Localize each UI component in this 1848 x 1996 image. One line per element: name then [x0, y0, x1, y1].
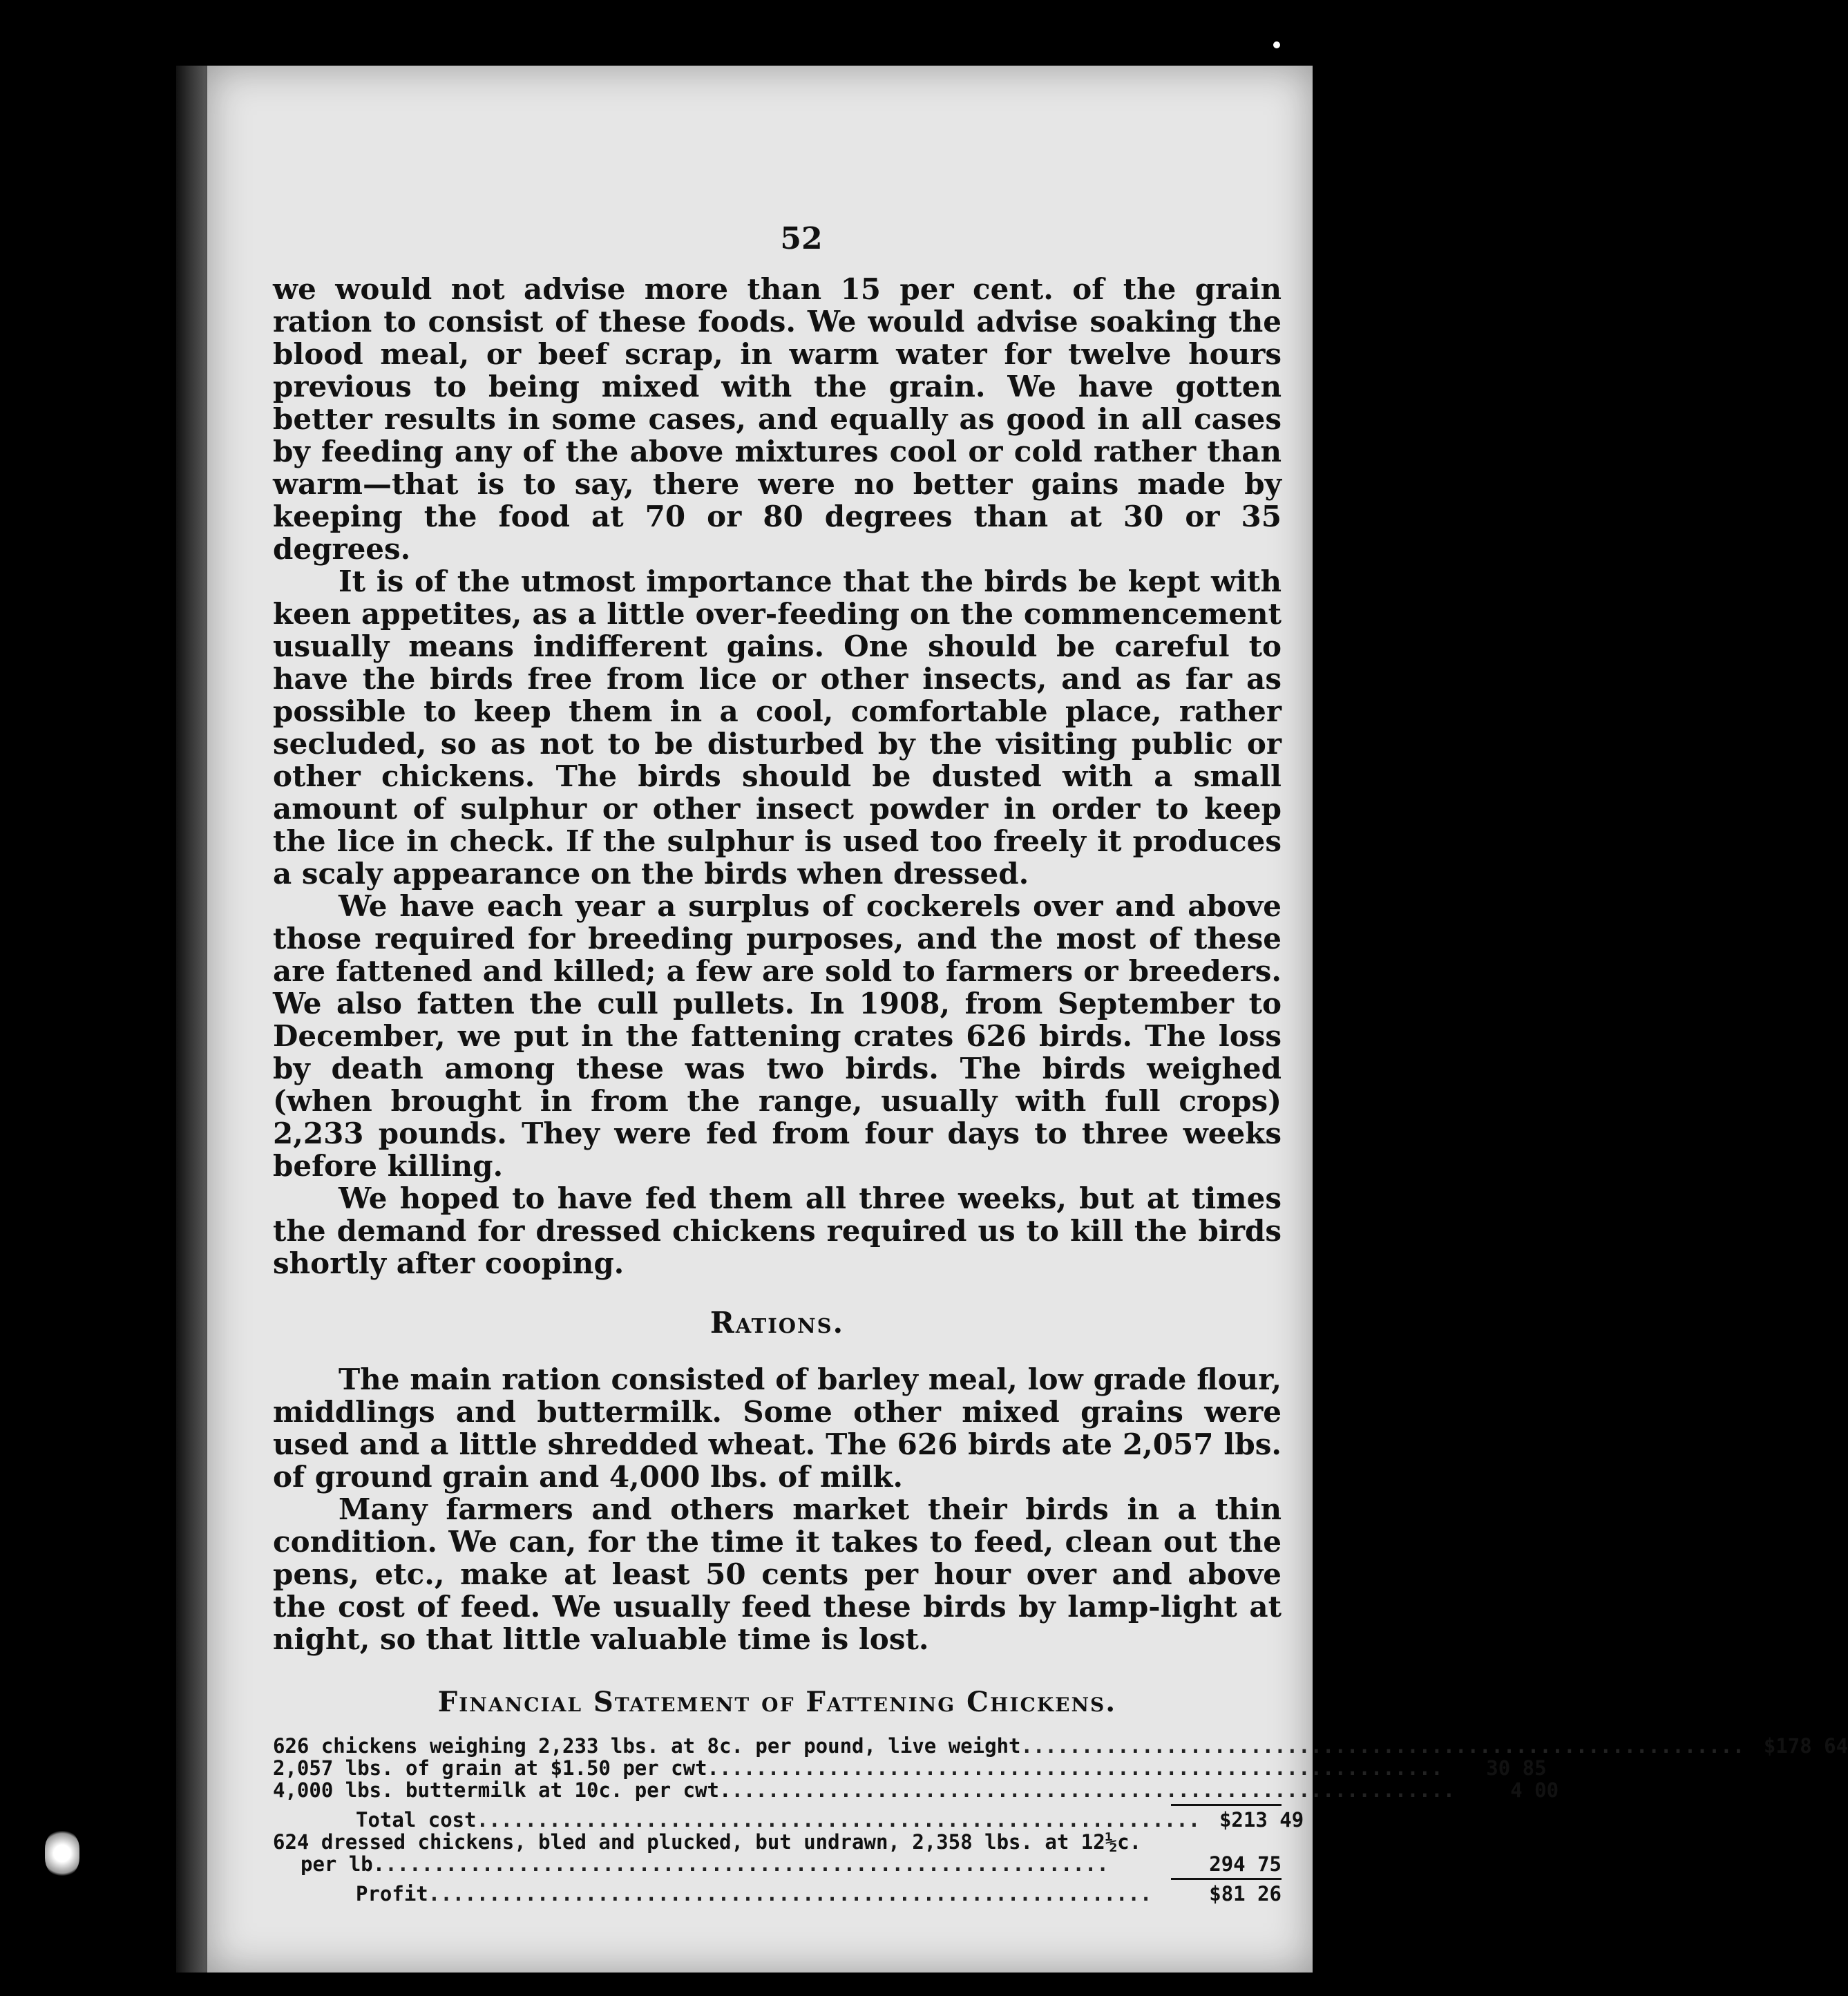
leader-dots: ............................................................ — [731, 1778, 1456, 1802]
row-description: 626 chickens weighing 2,233 lbs. at 8c. per pound, live weight — [273, 1734, 1021, 1758]
leader-dots: ............................................................ — [428, 1882, 1152, 1905]
book-page — [207, 66, 1848, 1973]
financial-row-dressed-line1 — [273, 1831, 1282, 1853]
financial-row-profit — [273, 1883, 1282, 1905]
financial-row-dressed-line2 — [273, 1853, 1282, 1875]
row-amount: 30 85 — [1486, 1756, 1547, 1780]
page-number: 52 — [780, 221, 823, 256]
page-content — [273, 272, 1848, 1905]
paragraph-4: We hoped to have fed them all three weeks, but at times the demand for dressed chickens required us to kill the birds shortly after cooping. — [273, 1181, 1282, 1280]
leader-dots: ............................................................ — [1020, 1734, 1745, 1758]
sum-rule — [1171, 1878, 1282, 1880]
row-amount: $81 26 — [1209, 1882, 1282, 1905]
leader-dots: ............................................................ — [719, 1756, 1443, 1780]
row-amount: $213 49 — [1219, 1808, 1304, 1832]
row-amount: 4 00 — [1510, 1778, 1559, 1802]
rations-paragraph-1: The main ration consisted of barley meal, low grade flour, middlings and buttermilk. Some other mixed grains were used and a little shredded wheat. The 626 birds ate 2,057 lbs. of ground grain and 4,000 lbs. of milk. — [273, 1362, 1282, 1494]
rations-heading: Rations. — [709, 1306, 845, 1340]
financial-statement — [273, 1734, 1848, 1905]
row-description: 4,000 lbs. buttermilk at 10c. per cwt. — [273, 1778, 732, 1802]
row-description: Profit — [356, 1882, 428, 1905]
row-description: Total cost — [356, 1808, 477, 1832]
scan-speck — [1273, 41, 1280, 48]
row-description: 624 dressed chickens, bled and plucked, but undrawn, 2,358 lbs. at 12½c. — [273, 1830, 1142, 1854]
scan-smudge — [45, 1831, 79, 1876]
row-description: 2,057 lbs. of grain at $1.50 per cwt. — [273, 1756, 720, 1780]
paragraph-2: It is of the utmost importance that the birds be kept with keen appetites, as a little over-feeding on the commencement usually means indifferent gains. One should be careful to have the birds free from lice or other insects, and as far as possible to keep them in a cool, comfortable place, rather secluded, so as not to be disturbed by the visiting public or other chickens. The birds should be dusted with a small amount of sulphur or other insect powder in order to keep the lice in check. If the sulphur is used too freely it produces a scaly appearance on the birds when dressed. — [273, 564, 1282, 891]
row-amount: $178 64 — [1763, 1734, 1848, 1758]
financial-heading: Financial Statement of Fattening Chickens. — [437, 1686, 1117, 1718]
financial-row-total — [273, 1808, 1304, 1832]
financial-row-buttermilk — [273, 1778, 1559, 1802]
financial-row-chickens — [273, 1734, 1848, 1758]
financial-row-grain — [273, 1756, 1547, 1780]
leader-dots: ............................................................ — [385, 1852, 1109, 1876]
paragraph-1: we would not advise more than 15 per cent. of the grain ration to consist of these foods. We would advise soaking the blood meal, or beef scrap, in warm water for twelve hours previous to being mixed with the grain. We have gotten better results in some cases, and equally as good in all cases by feeding any of the above mixtures cool or cold rather than warm—that is to say, there were no better gains made by keeping the food at 70 or 80 degrees than at 30 or 35 degrees. — [273, 272, 1282, 566]
rations-paragraph-2: Many farmers and others market their birds in a thin condition. We can, for the time it takes to feed, clean out the pens, etc., make at least 50 cents per hour over and above the cost of feed. We usually feed these birds by lamp-light at night, so that little valuable time is lost. — [273, 1492, 1282, 1656]
row-amount: 294 75 — [1209, 1852, 1282, 1876]
row-description: per lb. — [301, 1852, 385, 1876]
leader-dots: ............................................................ — [476, 1808, 1201, 1832]
sum-rule — [1171, 1804, 1282, 1806]
paragraph-3: We have each year a surplus of cockerels over and above those required for breeding purposes, and the most of these are fattened and killed; a few are sold to farmers or breeders. We also fatten the cull pullets. In 1908, from September to December, we put in the fattening crates 626 birds. The loss by death among these was two birds. The birds weighed (when brought in from the range, usually with full crops) 2,233 pounds. They were fed from four days to three weeks before killing. — [273, 889, 1282, 1183]
